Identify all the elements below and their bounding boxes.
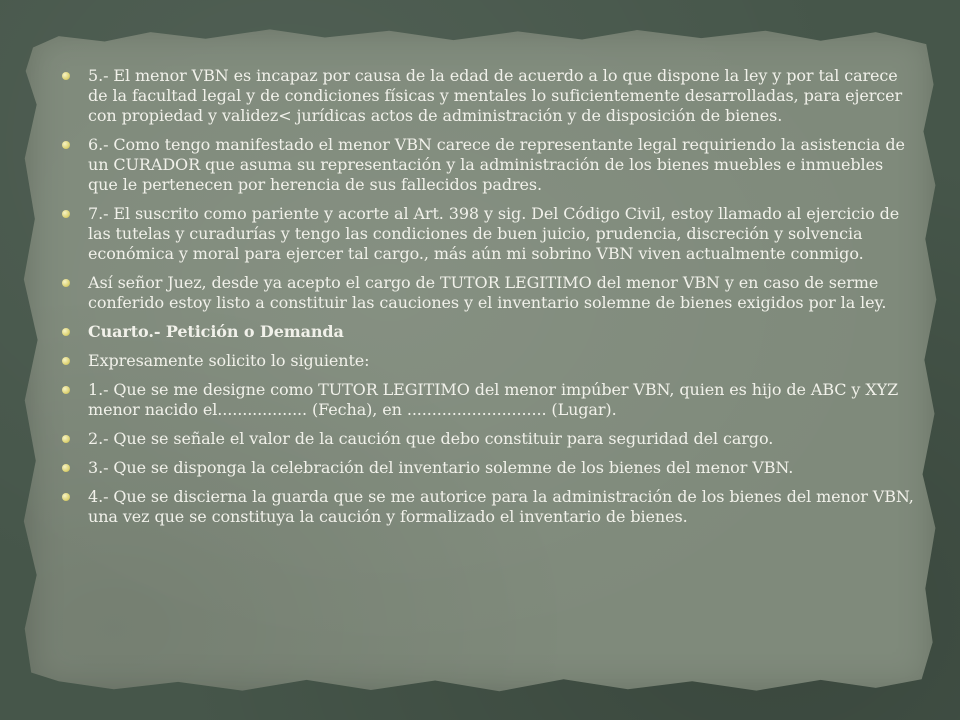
list-item (62, 351, 914, 371)
list-item (62, 429, 914, 449)
bullet-dot-icon (62, 386, 70, 394)
list-item (62, 135, 914, 195)
bullet-text: 2.- Que se señale el valor de la caución que debo constituir para seguridad del cargo. (88, 429, 774, 448)
bullet-dot-icon (62, 464, 70, 472)
bullet-dot-icon (62, 357, 70, 365)
bullet-text: 3.- Que se disponga la celebración del inventario solemne de los bienes del menor VBN. (88, 458, 794, 477)
bullet-dot-icon (62, 72, 70, 80)
slide-content (62, 66, 914, 536)
bullet-dot-icon (62, 210, 70, 218)
list-item (62, 273, 914, 313)
section-heading: Cuarto.- Petición o Demanda (88, 322, 344, 341)
bullet-list (62, 66, 914, 527)
bullet-text: 1.- Que se me designe como TUTOR LEGITIMO del menor impúber VBN, quien es hijo de ABC y XYZ menor nacido el.................. (Fecha), en ............................ (Lugar). (88, 380, 899, 419)
bullet-text: Así señor Juez, desde ya acepto el cargo de TUTOR LEGITIMO del menor VBN y en caso de serme conferido estoy listo a constituir las cauciones y el inventario solemne de bienes exigidos por la ley. (88, 273, 887, 312)
list-item (62, 204, 914, 264)
bullet-dot-icon (62, 328, 70, 336)
list-item (62, 487, 914, 527)
bullet-dot-icon (62, 493, 70, 501)
list-item (62, 458, 914, 478)
bullet-text: 4.- Que se discierna la guarda que se me autorice para la administración de los bienes del menor VBN, una vez que se constituya la caución y formalizado el inventario de bienes. (88, 487, 914, 526)
bullet-text: 7.- El suscrito como pariente y acorte al Art. 398 y sig. Del Código Civil, estoy llamado al ejercicio de las tutelas y curadurías y tengo las condiciones de buen juicio, prudencia, discreción y solvencia económica y moral para ejercer tal cargo., más aún mi sobrino VBN viven actualmente conmigo. (88, 204, 900, 263)
bullet-dot-icon (62, 435, 70, 443)
list-item (62, 380, 914, 420)
list-item (62, 66, 914, 126)
list-item (62, 322, 914, 342)
bullet-text: Expresamente solicito lo siguiente: (88, 351, 370, 370)
bullet-text: 5.- El menor VBN es incapaz por causa de la edad de acuerdo a lo que dispone la ley y por tal carece de la facultad legal y de condiciones físicas y mentales lo suficientemente desarrolladas, para ejercer con propiedad y validez< jurídicas actos de administración y de disposición de bienes. (88, 66, 903, 125)
bullet-dot-icon (62, 141, 70, 149)
bullet-text: 6.- Como tengo manifestado el menor VBN carece de representante legal requiriendo la asistencia de un CURADOR que asuma su representación y la administración de los bienes muebles e inmuebles que le pertenecen por herencia de sus fallecidos padres. (88, 135, 905, 194)
bullet-dot-icon (62, 279, 70, 287)
